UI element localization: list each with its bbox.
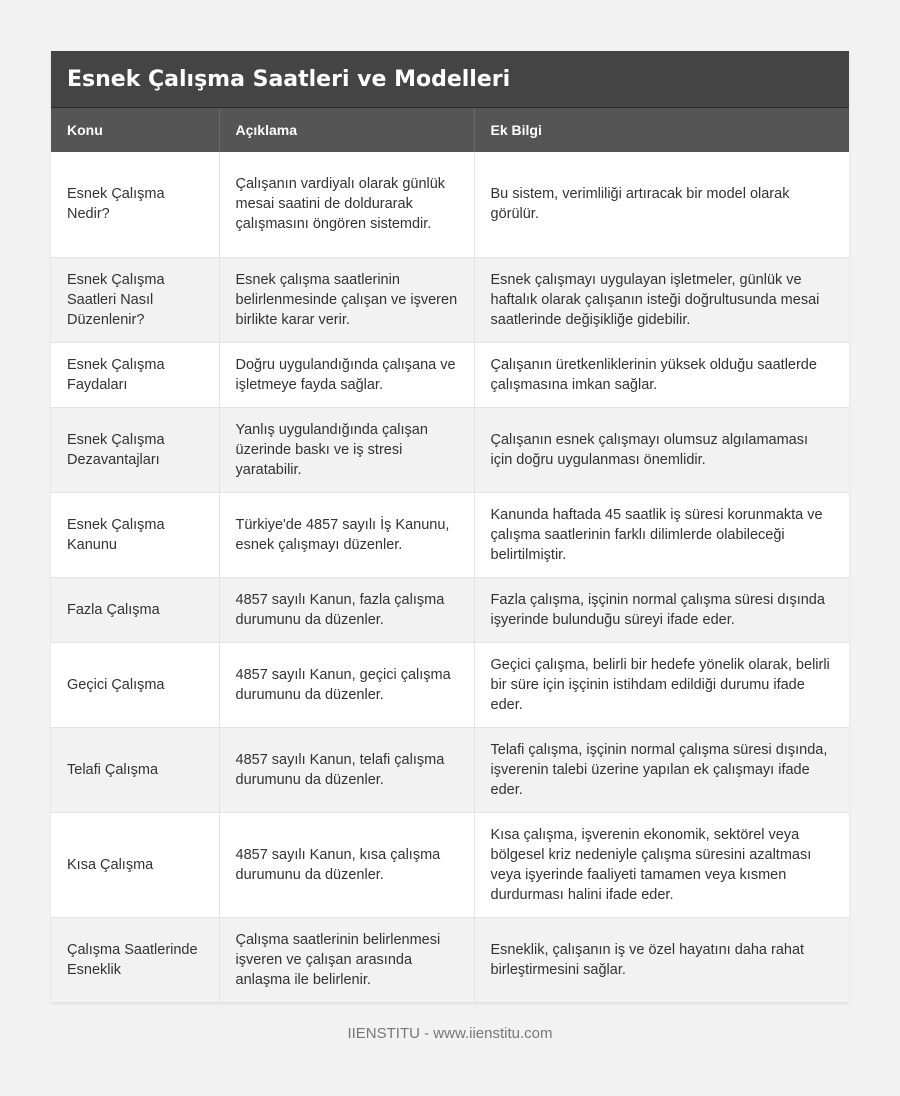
cell-ek-bilgi: Çalışanın esnek çalışmayı olumsuz algılamaması için doğru uygulanması önemlidir. (474, 407, 849, 492)
table-row (51, 257, 849, 342)
table-row (51, 727, 849, 812)
table-row (51, 152, 849, 257)
cell-konu: Fazla Çalışma (51, 577, 219, 642)
cell-aciklama: 4857 sayılı Kanun, kısa çalışma durumunu da düzenler. (219, 812, 474, 917)
cell-ek-bilgi: Geçici çalışma, belirli bir hedefe yönelik olarak, belirli bir süre için işçinin istihdam edildiği durumu ifade eder. (474, 642, 849, 727)
cell-konu: Geçici Çalışma (51, 642, 219, 727)
cell-aciklama: Türkiye'de 4857 sayılı İş Kanunu, esnek çalışmayı düzenler. (219, 492, 474, 577)
table-row (51, 407, 849, 492)
cell-ek-bilgi: Kısa çalışma, işverenin ekonomik, sektörel veya bölgesel kriz nedeniyle çalışma süresini azaltması veya işyerinde faaliyeti tamamen veya kısmen durdurması halini ifade eder. (474, 812, 849, 917)
cell-aciklama: 4857 sayılı Kanun, geçici çalışma durumunu da düzenler. (219, 642, 474, 727)
cell-aciklama: Doğru uygulandığında çalışana ve işletmeye fayda sağlar. (219, 342, 474, 407)
data-table (51, 108, 849, 1003)
table-row (51, 577, 849, 642)
table-row (51, 812, 849, 917)
cell-aciklama: 4857 sayılı Kanun, fazla çalışma durumunu da düzenler. (219, 577, 474, 642)
column-header-aciklama: Açıklama (219, 108, 474, 152)
table-title: Esnek Çalışma Saatleri ve Modelleri (51, 51, 849, 108)
table-row (51, 642, 849, 727)
cell-ek-bilgi: Esneklik, çalışanın iş ve özel hayatını daha rahat birleştirmesini sağlar. (474, 917, 849, 1002)
cell-ek-bilgi: Esnek çalışmayı uygulayan işletmeler, günlük ve haftalık olarak çalışanın isteği doğrultusunda mesai saatlerinde değişikliğe gidebilir. (474, 257, 849, 342)
table-card (51, 51, 849, 1003)
cell-konu: Esnek Çalışma Dezavantajları (51, 407, 219, 492)
cell-ek-bilgi: Telafi çalışma, işçinin normal çalışma süresi dışında, işverenin talebi üzerine yapılan ek çalışmayı ifade eder. (474, 727, 849, 812)
cell-konu: Telafi Çalışma (51, 727, 219, 812)
cell-konu: Esnek Çalışma Kanunu (51, 492, 219, 577)
footer-credit: IIENSTITU - www.iienstitu.com (347, 1025, 553, 1042)
cell-ek-bilgi: Kanunda haftada 45 saatlik iş süresi korunmakta ve çalışma saatlerinin farklı dilimlerde olabileceği belirtilmiştir. (474, 492, 849, 577)
cell-konu: Esnek Çalışma Nedir? (51, 152, 219, 257)
cell-ek-bilgi: Bu sistem, verimliliği artıracak bir model olarak görülür. (474, 152, 849, 257)
cell-aciklama: Yanlış uygulandığında çalışan üzerinde baskı ve iş stresi yaratabilir. (219, 407, 474, 492)
cell-aciklama: Çalışma saatlerinin belirlenmesi işveren ve çalışan arasında anlaşma ile belirlenir. (219, 917, 474, 1002)
cell-aciklama: 4857 sayılı Kanun, telafi çalışma durumunu da düzenler. (219, 727, 474, 812)
cell-ek-bilgi: Çalışanın üretkenliklerinin yüksek olduğu saatlerde çalışmasına imkan sağlar. (474, 342, 849, 407)
column-header-ek-bilgi: Ek Bilgi (474, 108, 849, 152)
cell-konu: Esnek Çalışma Saatleri Nasıl Düzenlenir? (51, 257, 219, 342)
cell-aciklama: Çalışanın vardiyalı olarak günlük mesai saatini de doldurarak çalışmasını öngören sistemdir. (219, 152, 474, 257)
table-row (51, 917, 849, 1002)
table-body (51, 152, 849, 1002)
table-row (51, 342, 849, 407)
cell-ek-bilgi: Fazla çalışma, işçinin normal çalışma süresi dışında işyerinde bulunduğu süreyi ifade eder. (474, 577, 849, 642)
table-header (51, 108, 849, 152)
column-header-konu: Konu (51, 108, 219, 152)
cell-konu: Çalışma Saatlerinde Esneklik (51, 917, 219, 1002)
cell-konu: Kısa Çalışma (51, 812, 219, 917)
cell-konu: Esnek Çalışma Faydaları (51, 342, 219, 407)
table-row (51, 492, 849, 577)
cell-aciklama: Esnek çalışma saatlerinin belirlenmesinde çalışan ve işveren birlikte karar verir. (219, 257, 474, 342)
